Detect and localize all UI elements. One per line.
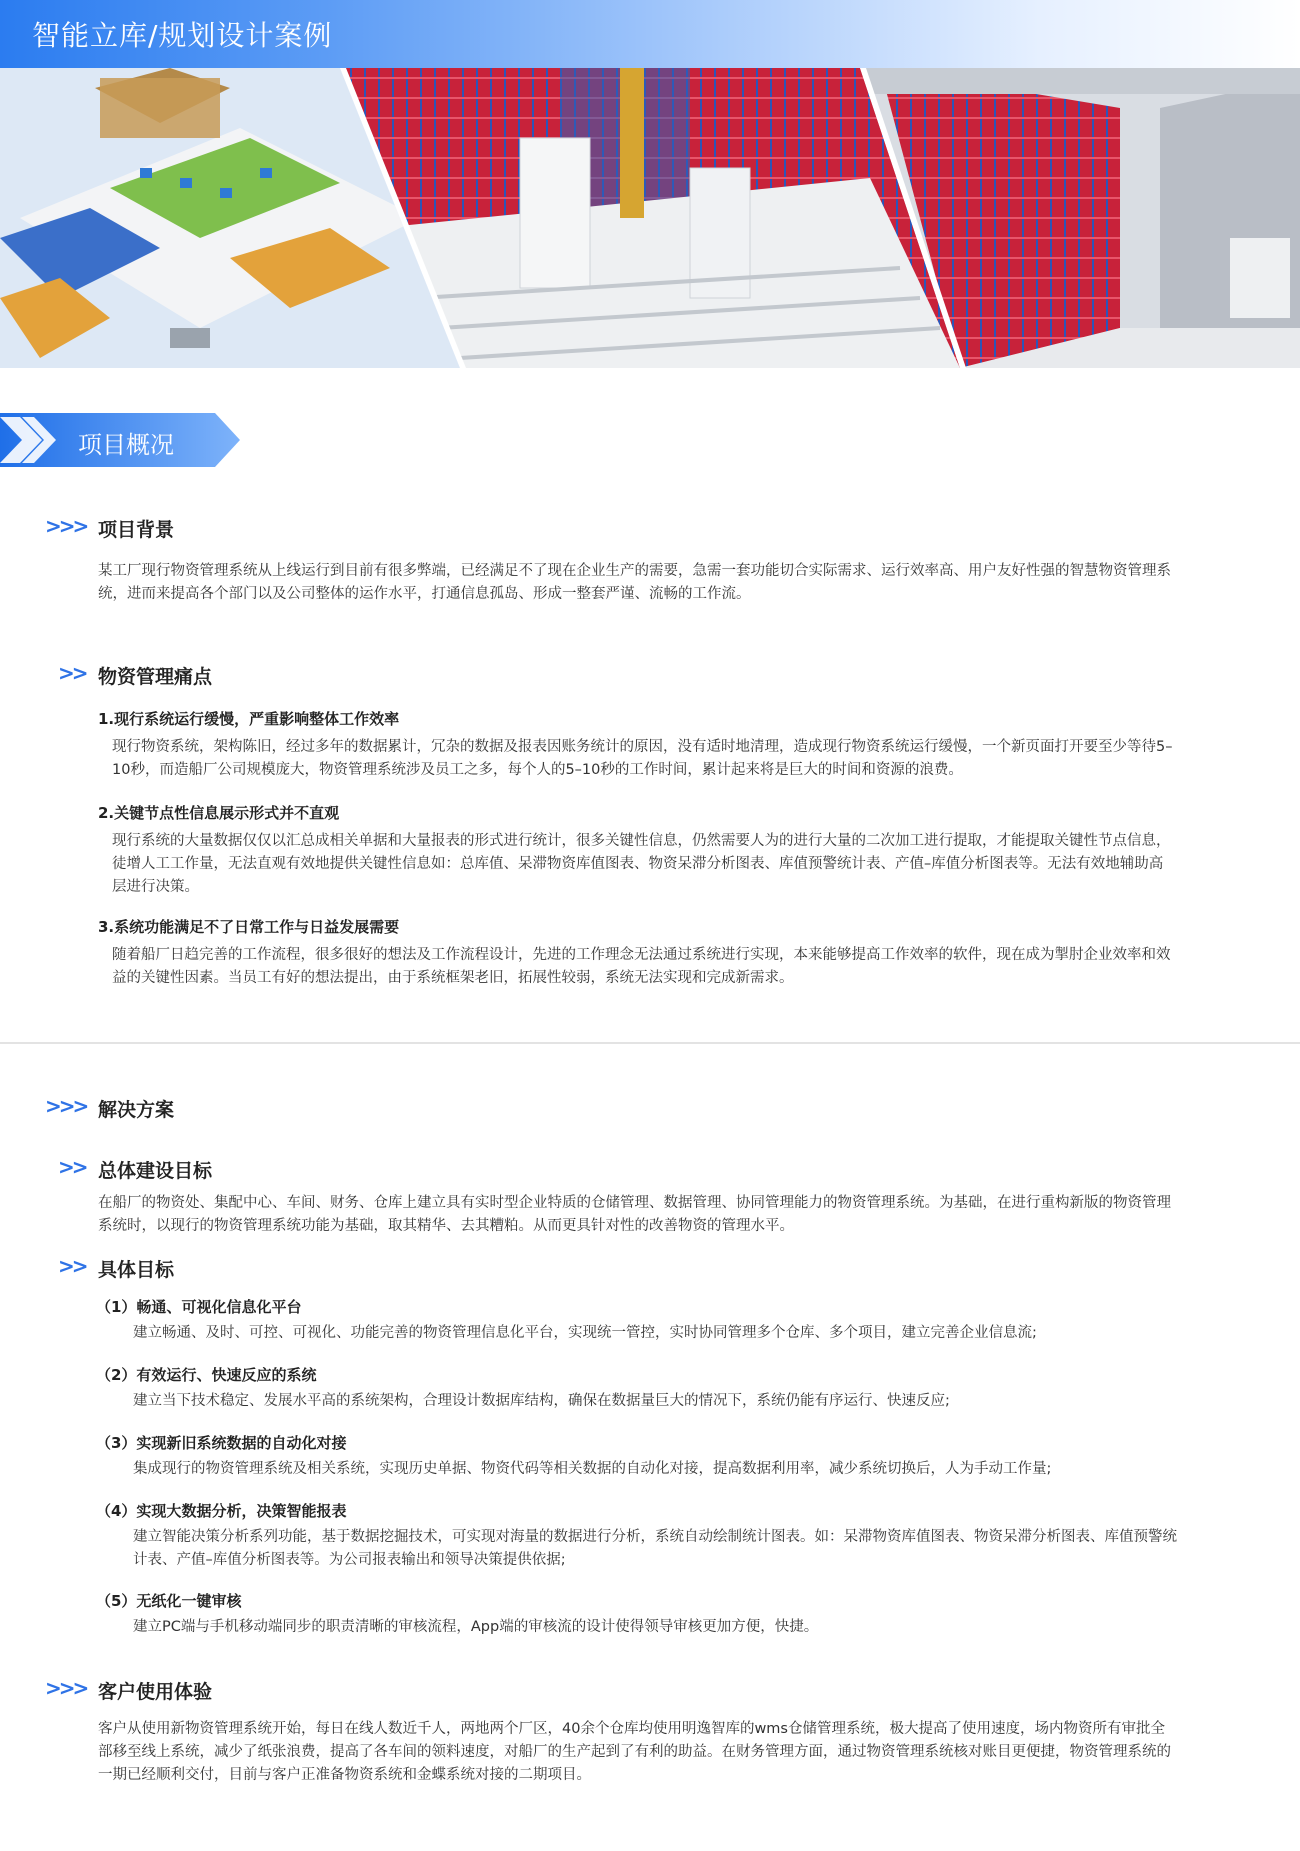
pain-item-title: 1.现行系统运行缓慢，严重影响整体工作效率 (98, 710, 400, 728)
goal-text: 集成现行的物资管理系统及相关系统，实现历史单据、物资代码等相关数据的自动化对接，提高数据利用率，减少系统切换后，人为手动工作量; (133, 1461, 1052, 1477)
experience-text: 客户从使用新物资管理系统开始，每日在线人数近千人，两地两个厂区，40余个仓库均使用明逸智库的wms仓储管理系统，极大提高了使用速度，场内物资所有审批全部移至线上系统，减少了纸张浪费，提高了各车间的领料速度，对船厂的生产起到了有利的助益。在财务管理方面，通过物资管理系统核对账目更便捷，物资管理系统的一期已经顺利交付，目前与客户正准备物资系统和金蝶系统对接的二期项目。 (98, 1721, 1171, 1783)
goal-title: （3）实现新旧系统数据的自动化对接 (96, 1434, 347, 1452)
overall-heading: 总体建设目标 (98, 1160, 213, 1182)
page-title: 智能立库/规划设计案例 (32, 19, 333, 52)
pain-item-title: 2.关键节点性信息展示形式并不直观 (98, 804, 340, 822)
background-text: 某工厂现行物资管理系统从上线运行到目前有很多弊端，已经满足不了现在企业生产的需要，急需一套功能切合实际需求、运行效率高、用户友好性强的智慧物资管理系统，进而来提高各个部门以及公司整体的运作水平，打通信息孤岛、形成一整套严谨、流畅的工作流。 (98, 563, 1171, 602)
goal-title: （1）畅通、可视化信息化平台 (96, 1298, 302, 1316)
pain-item-text: 现行系统的大量数据仅仅以汇总成相关单据和大量报表的形式进行统计，很多关键性信息，仍然需要人为的进行大量的二次加工进行提取，才能提取关键性节点信息，徒增人工工作量，无法直观有效地提供关键性信息如：总库值、呆滞物资库值图表、物资呆滞分析图表、库值预警统计表、产值–库值分析图表等。无法有效地辅助高层进行决策。 (112, 833, 1171, 895)
solution-heading: 解决方案 (98, 1099, 175, 1121)
banner-images (0, 68, 1300, 368)
pain-item-text: 现行物资系统，架构陈旧，经过多年的数据累计，冗杂的数据及报表因账务统计的原因，没有适时地清理，造成现行物资系统运行缓慢，一个新页面打开要至少等待5–10秒，而造船厂公司规模庞大，物资管理系统涉及员工之多，每个人的5–10秒的工作时间，累计起来将是巨大的时间和资源的浪费。 (112, 739, 1173, 778)
overall-text: 在船厂的物资处、集配中心、车间、财务、仓库上建立具有实时型企业特质的仓储管理、数据管理、协同管理能力的物资管理系统。为基础，在进行重构新版的物资管理系统时，以现行的物资管理系统功能为基础，取其精华、去其糟粕。从而更具针对性的改善物资的管理水平。 (98, 1195, 1171, 1234)
chevrons-right-icon: >> (58, 1254, 86, 1278)
goal-text: 建立畅通、及时、可控、可视化、功能完善的物资管理信息化平台，实现统一管控，实时协同管理多个仓库、多个项目，建立完善企业信息流; (133, 1325, 1037, 1341)
chevrons-right-icon: >>> (45, 514, 87, 538)
chevrons-right-icon: >>> (45, 1676, 87, 1700)
goal-text: 建立当下技术稳定、发展水平高的系统架构，合理设计数据库结构，确保在数据量巨大的情况下，系统仍能有序运行、快速反应; (133, 1393, 950, 1409)
chevrons-right-icon: >>> (45, 1094, 87, 1118)
specific-heading: 具体目标 (98, 1259, 175, 1281)
section-tag-label: 项目概况 (78, 431, 174, 459)
goal-title: （5）无纸化一键审核 (96, 1592, 242, 1610)
goal-title: （4）实现大数据分析，决策智能报表 (96, 1502, 347, 1520)
goal-title: （2）有效运行、快速反应的系统 (96, 1366, 317, 1384)
background-heading: 项目背景 (98, 519, 175, 541)
chevrons-right-icon: >> (58, 1155, 86, 1179)
chevrons-right-icon: >> (58, 661, 86, 685)
goal-text: 建立智能决策分析系列功能，基于数据挖掘技术，可实现对海量的数据进行分析，系统自动绘制统计图表。如：呆滞物资库值图表、物资呆滞分析图表、库值预警统计表、产值–库值分析图表等。为公司报表输出和领导决策提供依据; (133, 1529, 1177, 1568)
goal-text: 建立PC端与手机移动端同步的职责清晰的审核流程，App端的审核流的设计使得领导审核更加方便，快捷。 (133, 1619, 819, 1635)
section-divider (0, 1042, 1300, 1044)
pain-heading: 物资管理痛点 (98, 666, 213, 688)
experience-heading: 客户使用体验 (98, 1681, 213, 1703)
pain-item-text: 随着船厂日趋完善的工作流程，很多很好的想法及工作流程设计，先进的工作理念无法通过系统进行实现，本来能够提高工作效率的软件，现在成为掣肘企业效率和效益的关键性因素。当员工有好的想法提出，由于系统框架老旧，拓展性较弱，系统无法实现和完成新需求。 (112, 947, 1171, 986)
pain-item-title: 3.系统功能满足不了日常工作与日益发展需要 (98, 918, 400, 936)
